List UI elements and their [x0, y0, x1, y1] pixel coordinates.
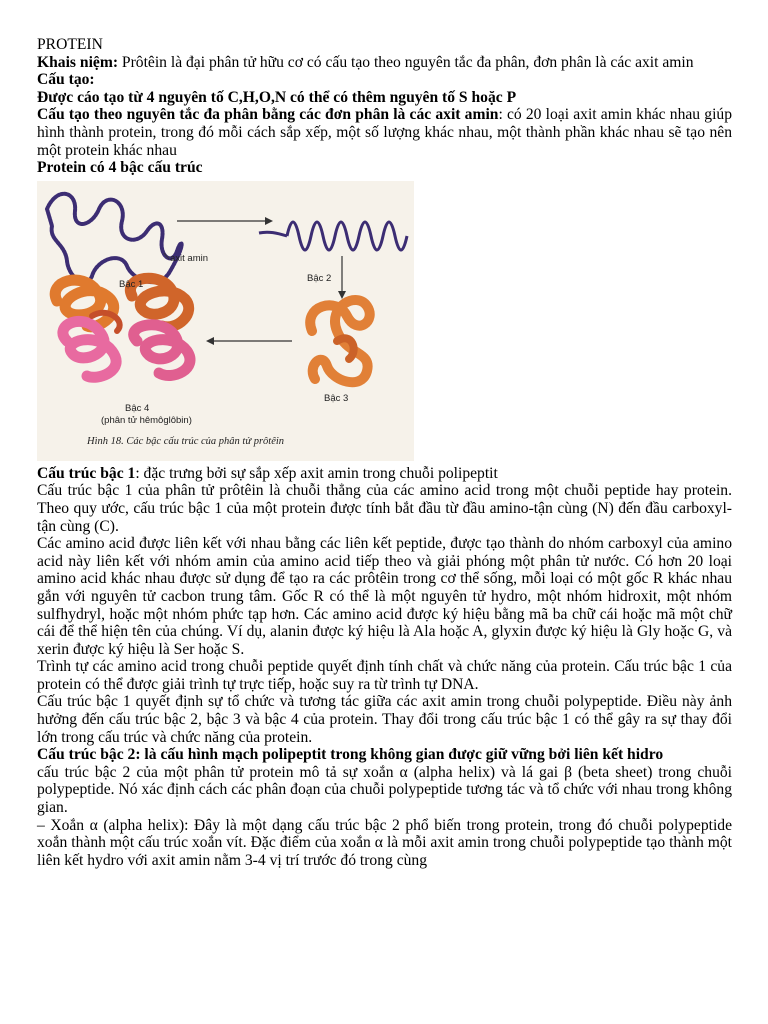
level1-heading-text: : đặc trưng bởi sự sắp xếp axit amin trong chuỗi polipeptit [135, 464, 498, 482]
level3-fold [310, 300, 370, 382]
level1-paragraph-2: Các amino acid được liên kết với nhau bằng các liên kết peptide, được tạo thành do nhóm carboxyl của amino acid này liên kết với nhóm amin của amino acid tiếp theo và giải phóng một phân tử nước. Có hơn 20 loại amino acid khác nhau được sử dụng để tạo ra các prôtêin trong cơ thể sống, mỗi loại có một gốc R khác nhau gắn với nguyên tử cacbon trung tâm. Gốc R có thể là một nguyên tử hydro, một nhóm hidroxit, một nhóm sulfhydryl, hoặc một nhóm phức tạp hơn. Các amino acid được ký hiệu bằng mã ba chữ cái hoặc mã một chữ cái để thể hiện tên của chúng. Ví dụ, alanin được ký hiệu là Ala hoặc A, glyxin được ký hiệu là Gly hoặc G, và xerin được ký hiệu là Ser hoặc S. [37, 535, 732, 658]
levels-heading: Protein có 4 bậc cấu trúc [37, 159, 203, 177]
definition-text: Prôtêin là đại phân tử hữu cơ có cấu tạo theo nguyên tắc đa phân, đơn phân là các axit amin [118, 53, 694, 71]
level1-paragraph-4: Cấu trúc bậc 1 quyết định sự tổ chức và tương tác giữa các axit amin trong chuỗi polypeptide. Điều này ảnh hưởng đến cấu trúc bậc 2, bậc 3 và bậc 4 của protein. Thay đổi trong cấu trúc bậc 1 có thể gây ra sự thay đổi lớn trong cấu trúc và chức năng của protein. [37, 693, 732, 746]
level4-hemoglobin [55, 278, 190, 377]
level1-label: Bậc 1 [119, 278, 144, 290]
level3-label: Bậc 3 [324, 392, 349, 404]
level1-paragraph-1: Cấu trúc bậc 1 của phân tử prôtêin là chuỗi thẳng của các amino acid trong một chuỗi peptide hay protein. Theo quy ước, cấu trúc bậc 1 của một protein được tính bắt đầu từ đầu amino-tận cùng (N) đến đầu carboxyl-tận cùng (C). [37, 482, 732, 535]
level1-heading [37, 465, 732, 483]
structure-heading: Cấu tạo: [37, 71, 95, 89]
level4-sublabel: (phân tử hêmôglôbin) [101, 414, 192, 426]
principle-text: : có 20 loại axit amin khác nhau giúp hình thành protein, trong đó mỗi cách sắp xếp, một số lượng khác nhau, một thành phần khác nhau sẽ tạo nên một protein khác nhau [37, 106, 733, 159]
arrow-1-to-2-head [265, 217, 273, 225]
protein-structure-figure [37, 181, 414, 461]
level2-paragraph-1: cấu trúc bậc 2 của một phân tử protein mô tả sự xoắn α (alpha helix) và lá gai β (beta sheet) trong chuỗi polypeptide. Nó xác định cách các phân đoạn của chuỗi polypeptide tương tác và tổ chức với nhau trong không gian. [37, 763, 732, 817]
amino-acid-label: axit amin [170, 252, 209, 264]
level4-label: Bậc 4 [125, 402, 150, 414]
level2-helix [287, 222, 407, 250]
figure-caption: Hình 18. Các bậc cấu trúc của phân tử prôtêin [87, 435, 285, 447]
page-title: PROTEIN [37, 36, 103, 53]
level1-chain [47, 194, 182, 282]
level2-label: Bậc 2 [307, 272, 332, 284]
level2-heading: Cấu trúc bậc 2: là cấu hình mạch polipeptit trong không gian được giữ vững bởi liên kết hidro [37, 746, 664, 764]
arrow-3-to-4-head [206, 337, 214, 345]
definition-paragraph [37, 54, 732, 72]
level2-paragraph-2: – Xoắn α (alpha helix): Đây là một dạng cấu trúc bậc 2 phổ biến trong protein, trong đó chuỗi polypeptide xoắn thành một cấu trúc xoắn vít. Đặc điểm của xoắn α là mỗi axit amin trong chuỗi polypeptide tạo thành một liên kết hydro với axit amin nằm 3-4 vị trí trước đó trong cùng [37, 816, 732, 869]
elements-line: Được cáo tạo từ 4 nguyên tố C,H,O,N có thể có thêm nguyên tố S hoặc P [37, 88, 517, 106]
level2-helix-tail [259, 232, 287, 236]
protein-structure-illustration [37, 181, 414, 461]
principle-paragraph [37, 106, 732, 159]
definition-label: Khais niệm: [37, 53, 119, 71]
level1-paragraph-3: Trình tự các amino acid trong chuỗi peptide quyết định tính chất và chức năng của protein. Cấu trúc bậc 1 của protein có thể được giải trình tự trực tiếp, hoặc suy ra từ trình tự DNA. [37, 658, 732, 693]
level1-heading-label: Cấu trúc bậc 1 [37, 464, 136, 482]
principle-label: Cấu tạo theo nguyên tắc đa phân bằng các đơn phân là các axit amin [37, 106, 499, 124]
